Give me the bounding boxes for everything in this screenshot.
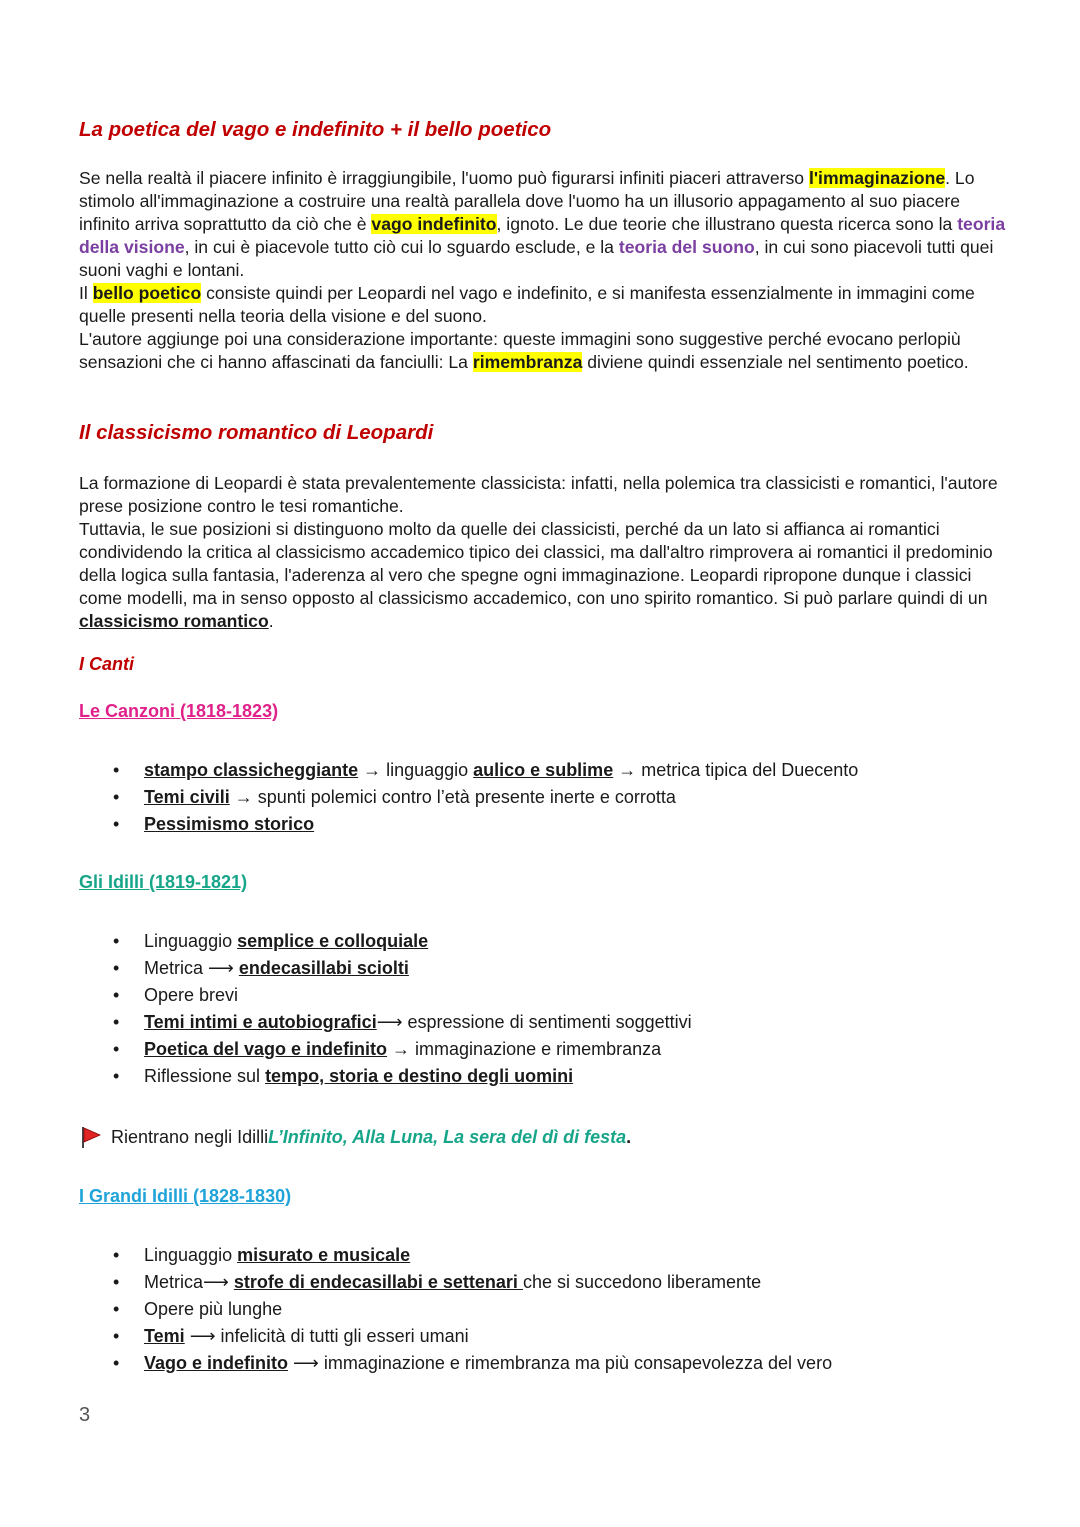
text-run: , ignoto. Le due teorie che illustrano questa ricerca sono la [496, 214, 958, 234]
heading-classicismo-romantico: Il classicismo romantico di Leopardi [79, 421, 434, 444]
list-item [79, 1009, 692, 1036]
text-run: Il [79, 283, 93, 303]
works-list: L’Infinito, Alla Luna, La sera del dì di festa [268, 1127, 627, 1147]
bullet-icon: • [113, 1039, 120, 1059]
text-run: Metrica⟶ [144, 1272, 234, 1292]
text-run: Linguaggio [144, 1245, 238, 1265]
text-run: Vago e indefinito [144, 1353, 289, 1373]
bullet-icon: • [113, 1245, 120, 1265]
list-item [79, 1296, 832, 1323]
text-run: Pessimismo storico [144, 814, 315, 834]
highlight-rimembranza: rimembranza [472, 352, 583, 372]
text-run: strofe di endecasillabi e settenari [233, 1272, 523, 1292]
text-run: Linguaggio [144, 931, 238, 951]
text-run: Opere brevi [144, 985, 239, 1005]
list-grandi-idilli [79, 1242, 832, 1377]
bullet-icon: • [113, 1299, 120, 1319]
text-run: aulico e sublime [473, 760, 614, 780]
text-run: ⟶ espressione di sentimenti soggettivi [376, 1012, 692, 1032]
bullet-icon: • [113, 958, 120, 978]
note-idilli [79, 1125, 631, 1149]
text-run: → metrica tipica del Duecento [613, 760, 859, 780]
text-run: misurato e musicale [237, 1245, 411, 1265]
bullet-icon: • [113, 1353, 120, 1373]
text-run: ⟶ immaginazione e rimembranza ma più consapevolezza del vero [288, 1353, 833, 1373]
text-run: La formazione di Leopardi è stata prevalentemente classicista: infatti, nella polemica tra classicisti e romantici, l'autore prese posizione contro le tesi romantiche. [79, 473, 998, 516]
bullet-icon: • [113, 814, 120, 834]
text-run: che si succedono liberamente [522, 1272, 762, 1292]
bullet-icon: • [113, 1012, 120, 1032]
list-item [79, 1036, 692, 1063]
text-run: consiste quindi per Leopardi nel vago e indefinito, e si manifesta essenzialmente in immagini come quelle presenti nella teoria della visione e del suono. [79, 283, 975, 326]
text-run: stampo classicheggiante [144, 760, 359, 780]
text-run: Rientrano negli Idilli [111, 1127, 269, 1147]
list-item [79, 784, 858, 811]
list-item [79, 1269, 832, 1296]
highlight-immaginazione: l'immaginazione [808, 168, 946, 188]
text-run: , in cui è piacevole tutto ciò cui lo sguardo esclude, e la [184, 237, 619, 257]
paragraph-classicismo [79, 472, 1014, 633]
text-run: ⟶ infelicità di tutti gli esseri umani [184, 1326, 469, 1346]
term-teoria-suono: teoria del suono [618, 237, 755, 257]
text-run: L'autore aggiunge poi una considerazione importante: queste immagini sono suggestive perché evocano perlopiù sensazioni che ci hanno affascinati da fanciulli: La [79, 329, 961, 372]
text-run: → immaginazione e rimembranza [387, 1039, 662, 1059]
text-run: diviene quindi essenziale nel sentimento poetico. [582, 352, 969, 372]
text-run: tempo, storia e destino degli uomini [265, 1066, 574, 1086]
text-run: Poetica del vago e indefinito [144, 1039, 388, 1059]
highlight-vago-indefinito: vago indefinito [371, 214, 497, 234]
text-run: Metrica ⟶ [144, 958, 239, 978]
text-run: Tuttavia, le sue posizioni si distinguono molto da quelle dei classicisti, perché da un lato si affianca ai romantici condividendo la critica al classicismo accademico tipico dei classici, ma dall'altro rimprovera ai romantici il predominio della logica sulla fantasia, l'aderenza al vero che spegne ogni immaginazione. Leopardi ripropone dunque i classici come modelli, ma in senso opposto al classicismo accademico, con uno spirito romantico. Si può parlare quindi di un [79, 519, 993, 608]
list-canzoni [79, 757, 858, 838]
list-item [79, 1063, 692, 1090]
heading-i-canti: I Canti [79, 654, 135, 674]
text-run: . [626, 1127, 632, 1147]
text-run: . [268, 611, 274, 631]
page-number: 3 [79, 1404, 91, 1426]
bullet-icon: • [113, 760, 120, 780]
text-run: . Lo stimolo all'immaginazione a costruire una realtà parallela dove l'uomo ha un illusorio appagamento al suo piacere infinito arriva soprattutto da ciò che è [79, 168, 975, 234]
term-teoria-visione: teoria della visione [79, 214, 1006, 257]
list-item [79, 1350, 832, 1377]
list-item [79, 757, 858, 784]
term-classicismo-romantico: classicismo romantico [79, 611, 269, 631]
heading-poetica-vago: La poetica del vago e indefinito + il bello poetico [79, 118, 552, 141]
paragraph-piacere-infinito [79, 167, 1014, 374]
list-item [79, 982, 692, 1009]
highlight-bello-poetico: bello poetico [92, 283, 202, 303]
list-item [79, 1323, 832, 1350]
bullet-icon: • [113, 1272, 120, 1292]
text-run: Riflessione sul [144, 1066, 266, 1086]
text-run: Temi [144, 1326, 185, 1346]
bullet-icon: • [113, 787, 120, 807]
list-item [79, 928, 692, 955]
heading-le-canzoni: Le Canzoni (1818-1823) [79, 701, 279, 721]
text-run: → spunti polemici contro l’età presente inerte e corrotta [229, 787, 676, 807]
bullet-icon: • [113, 985, 120, 1005]
list-item [79, 811, 858, 838]
text-run: semplice e colloquiale [237, 931, 429, 951]
text-run: Opere più lunghe [144, 1299, 283, 1319]
list-item [79, 1242, 832, 1269]
text-run: Temi civili [144, 787, 230, 807]
heading-gli-idilli: Gli Idilli (1819-1821) [79, 872, 248, 892]
list-idilli [79, 928, 692, 1090]
list-item [79, 955, 692, 982]
text-run: → linguaggio [358, 760, 474, 780]
text-run: endecasillabi sciolti [238, 958, 409, 978]
text-run: Se nella realtà il piacere infinito è irraggiungibile, l'uomo può figurarsi infiniti piaceri attraverso [79, 168, 809, 188]
text-run: Temi intimi e autobiografici [144, 1012, 377, 1032]
bullet-icon: • [113, 1066, 120, 1086]
red-flag-icon [79, 1125, 103, 1149]
bullet-icon: • [113, 1326, 120, 1346]
bullet-icon: • [113, 931, 120, 951]
heading-grandi-idilli: I Grandi Idilli (1828-1830) [79, 1186, 292, 1206]
text-run: , in cui sono piacevoli tutti quei suoni vaghi e lontani. [79, 237, 994, 280]
